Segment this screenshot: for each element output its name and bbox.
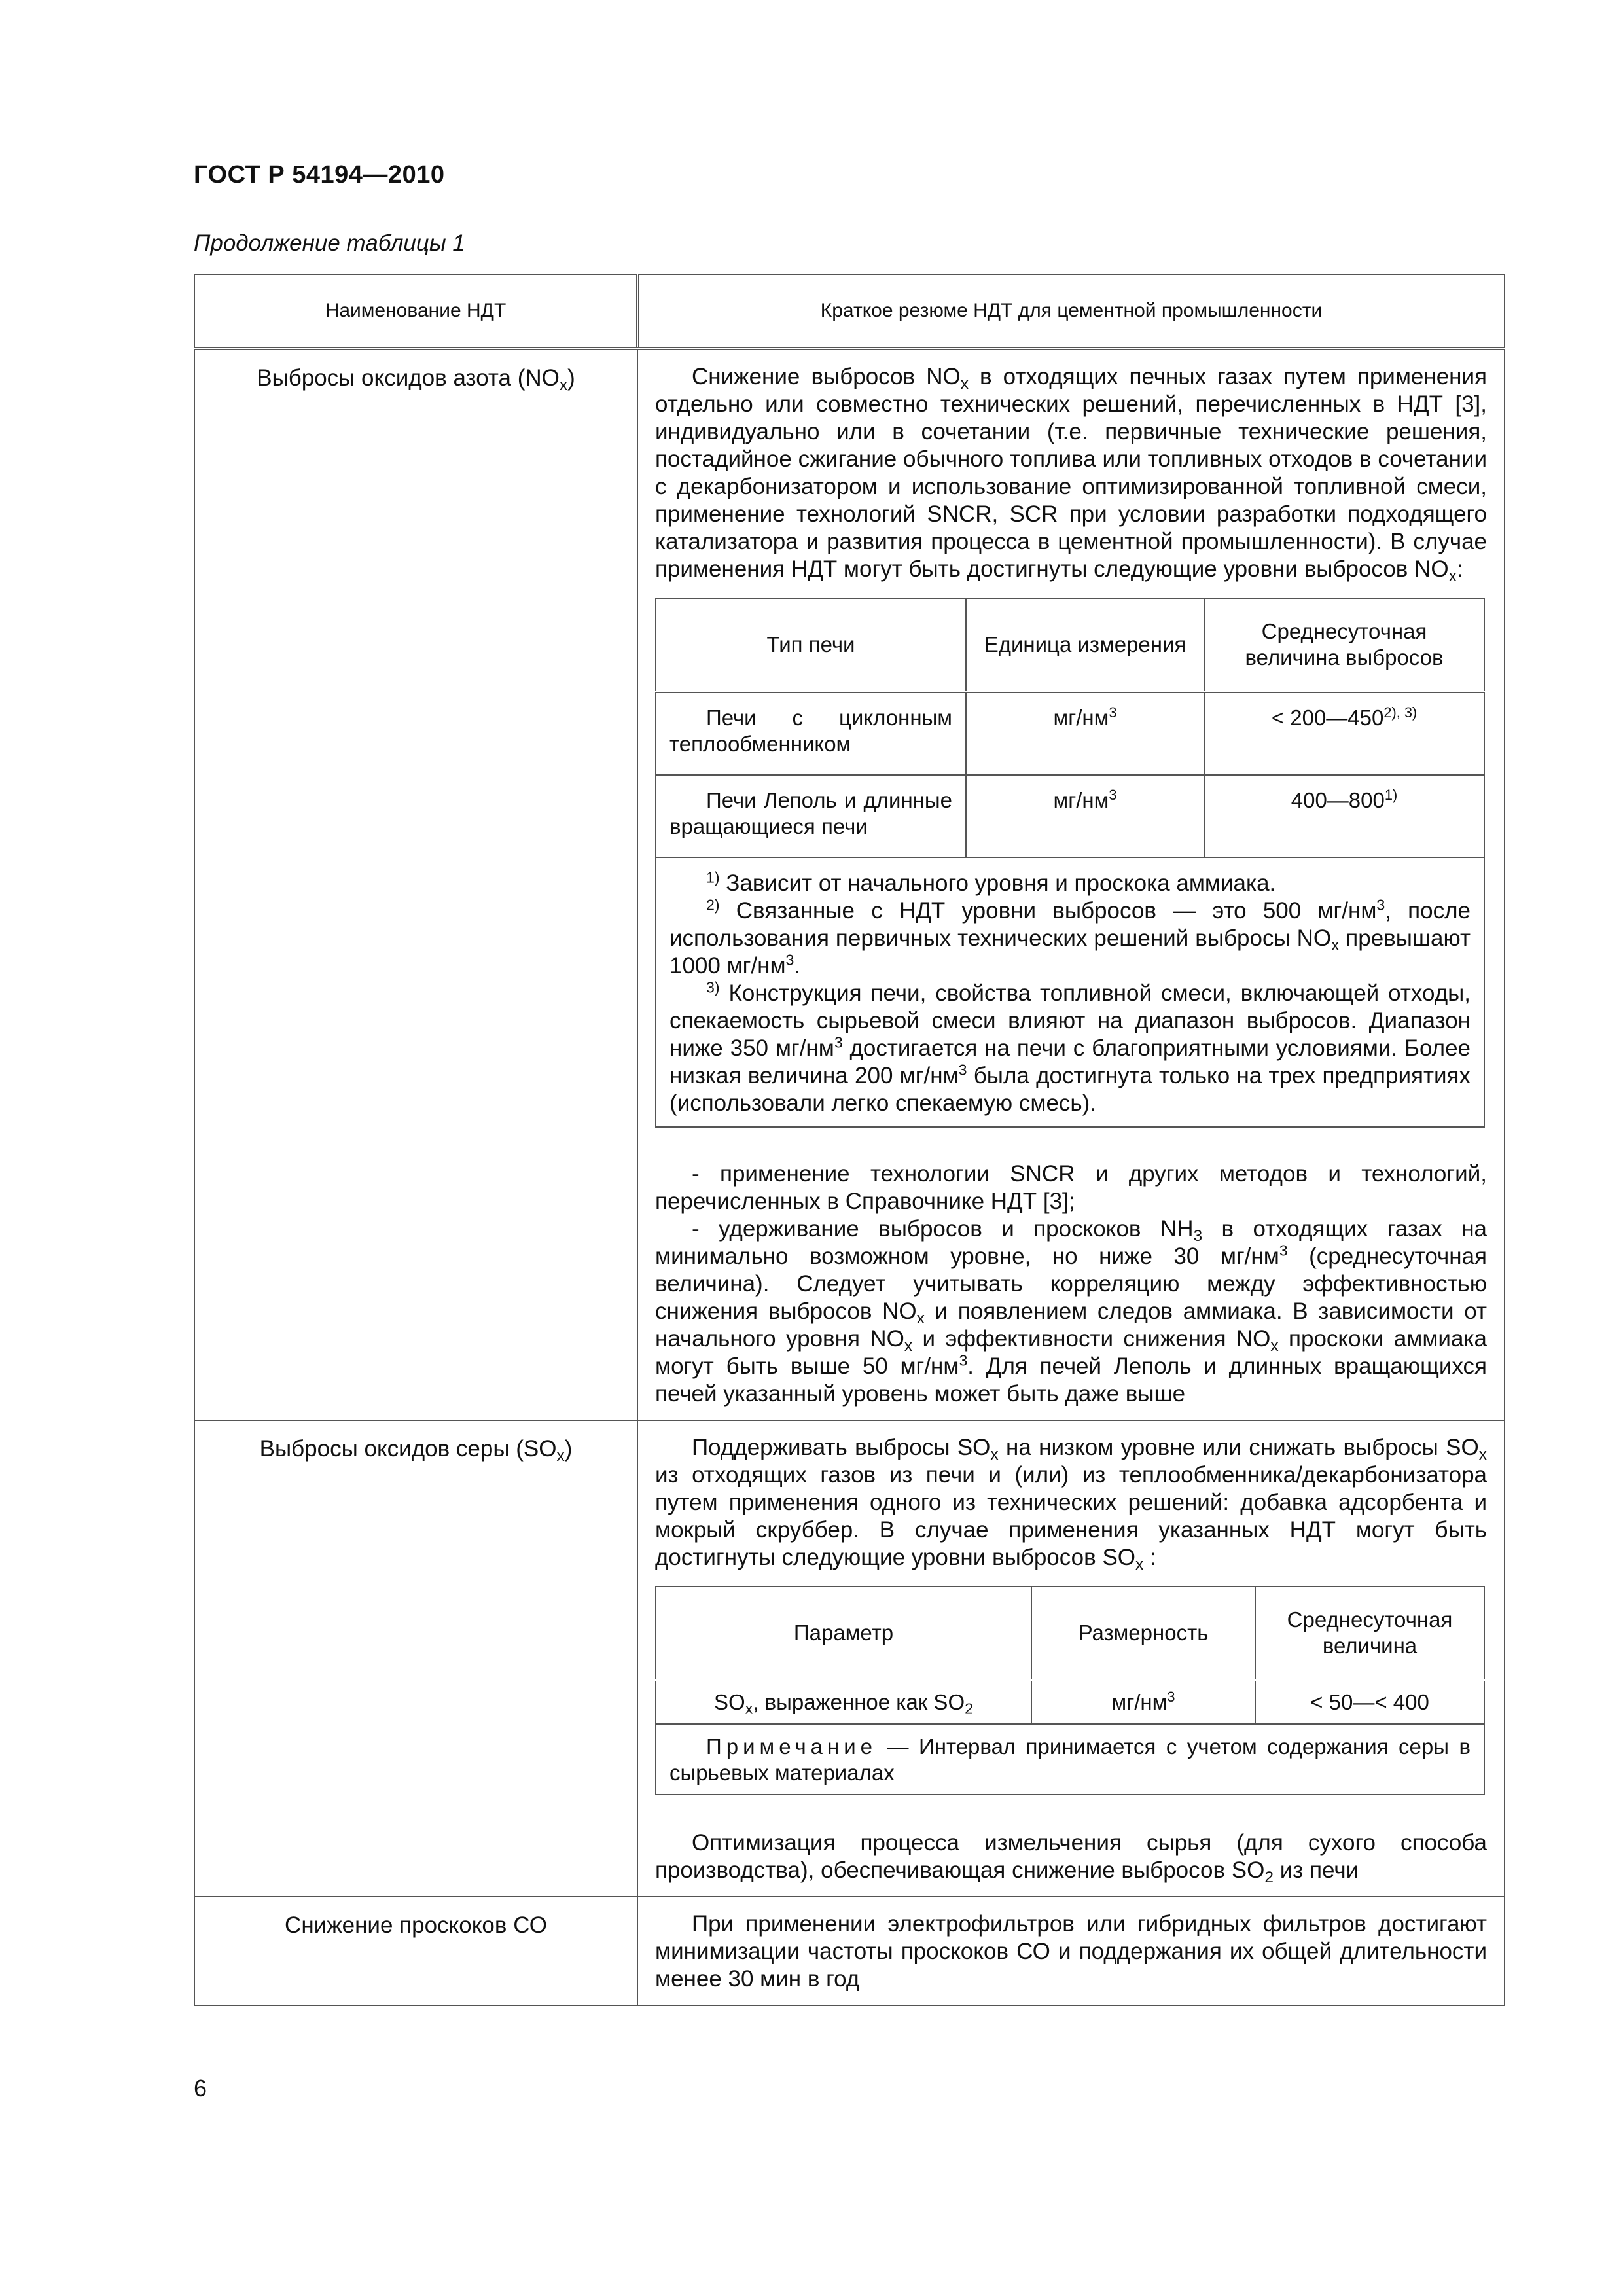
sox-parameter: $SO_x$, выраженное как $SO_2$	[656, 1680, 1031, 1724]
footnote-3: $^{3)}$ Конструкция печи, свойства топливной смеси, включающей отходы, спекаемость сырьевой смеси влияют на диапазон выбросов. Диапазон ниже 350 $мг/нм^3$ достигается на печи с благоприятными условиями. Более низкая величина 200 $мг/нм^3$ была достигнута только на трех предприятиях (использовали легко спекаемую смесь).	[669, 978, 1471, 1116]
sox-note: Примечание — Интервал принимается с учетом содержания серы в сырьевых материалах	[656, 1724, 1484, 1795]
sox-value: < 50—< 400	[1255, 1680, 1484, 1724]
bat-name-nox: Выбросы оксидов азота $(NO_x)$	[194, 349, 637, 1421]
table-row-sox	[194, 1420, 1505, 1897]
sox-grinding-optimization: Оптимизация процесса измельчения сырья (для сухого способа производства), обеспечивающая снижение выбросов $SO_2$ из печи	[655, 1830, 1487, 1886]
column-header-bat-name: Наименование НДТ	[194, 274, 637, 349]
nox-unit-lepol: $мг/нм^3$	[966, 775, 1204, 857]
table-header-row	[194, 274, 1505, 349]
bat-summary-nox	[637, 349, 1505, 1421]
bat-summary-co: При применении электрофильтров или гибридных фильтров достигают минимизации частоты проскоков СО и поддержания их общей длительности менее 30 мин в год	[637, 1897, 1505, 2005]
document-code: ГОСТ Р 54194—2010	[194, 161, 445, 188]
table-row-nox	[194, 349, 1505, 1421]
nox-unit-cyclone: $мг/нм^3$	[966, 692, 1204, 775]
table-row-co	[194, 1897, 1505, 2005]
sox-table-row	[656, 1680, 1484, 1724]
bat-name-sox: Выбросы оксидов серы $(SO_x)$	[194, 1420, 637, 1897]
bat-name-co: Снижение проскоков СО	[194, 1897, 637, 2005]
page-number: 6	[194, 2075, 207, 2102]
nox-value-lepol: 400—800$^{1)}$	[1204, 775, 1484, 857]
nox-footnotes	[656, 857, 1484, 1127]
sox-table-header-row	[656, 1587, 1484, 1680]
sox-col-dimension: Размерность	[1031, 1587, 1255, 1680]
sox-col-daily-average: Среднесуточная величина	[1255, 1587, 1484, 1680]
nox-value-cyclone: < $200—450^{2), 3)}$	[1204, 692, 1484, 775]
sox-emission-levels-table	[655, 1586, 1485, 1795]
nox-table-header-row	[656, 598, 1484, 692]
sox-col-parameter: Параметр	[656, 1587, 1031, 1680]
footnote-2: $^{2)}$ Связанные с НДТ уровни выбросов — это 500 $мг/нм^3$, после использования первичных технических решений выбросы $NO_x$ превышают 1000 $мг/нм^3$.	[669, 896, 1471, 978]
sox-unit: $мг/нм^3$	[1031, 1680, 1255, 1724]
nox-col-unit: Единица измерения	[966, 598, 1204, 692]
nox-table-row	[656, 692, 1484, 775]
column-header-bat-summary: Краткое резюме НДТ для цементной промышленности	[637, 274, 1505, 349]
table-continuation-label: Продолжение таблицы 1	[194, 230, 465, 256]
nox-table-row	[656, 775, 1484, 857]
nox-intro-paragraph: Снижение выбросов $NO_x$ в отходящих печных газах путем применения отдельно или совместно технических решений, перечисленных в НДТ [3], индивидуально или в сочетании (т.е. первичные технические решения, постадийное сжигание обычного топлива или топливных отходов в сочетании с декарбонизатором и использование оптимизированной топливной смеси, применение технологий SNCR, SCR при условии разработки подходящего катализатора и развития процесса в цементной промышленности). В случае применения НДТ могут быть достигнуты следующие уровни выбросов $NO_x$:	[655, 364, 1487, 585]
bat-summary-sox	[637, 1420, 1505, 1897]
footnote-1: $^{1)}$ Зависит от начального уровня и проскока аммиака.	[706, 869, 1276, 896]
sox-note-row	[656, 1724, 1484, 1795]
nox-col-kiln-type: Тип печи	[656, 598, 966, 692]
nox-kiln-type-cyclone: Печи с циклонным теплообменником	[656, 692, 966, 775]
nox-kiln-type-lepol: Печи Леполь и длинные вращающиеся печи	[656, 775, 966, 857]
note-label: Примечание	[706, 1734, 878, 1759]
nox-col-daily-average: Среднесуточная величина выбросов	[1204, 598, 1484, 692]
sox-intro-paragraph: Поддерживать выбросы $SO_x$ на низком уровне или снижать выбросы $SO_x$ из отходящих газов из печи и (или) из теплообменника/декарбонизатора путем применения одного из технических решений: добавка адсорбента и мокрый скруббер. В случае применения указанных НДТ могут быть достигнуты следующие уровни выбросов $SO_x$ :	[655, 1435, 1487, 1573]
nox-footnotes-row	[656, 857, 1484, 1127]
nox-measure-sncr: - применение технологии SNCR и других методов и технологий, перечисленных в Справочнике НДТ [3];	[655, 1161, 1487, 1214]
bat-summary-table	[194, 274, 1505, 2006]
nox-measure-nh3: - удерживание выбросов и проскоков $NH_3$ в отходящих газах на минимально возможном уровне, но ниже 30 $мг/нм^3$ (среднесуточная величина). Следует учитывать корреляцию между эффективностью снижения выбросов $NO_x$ и появлением следов аммиака. В зависимости от начального уровня $NO_x$ и эффективности снижения $NO_x$ проскоки аммиака могут быть выше 50 $мг/нм^3$. Для печей Леполь и длинных вращающихся печей указанный уровень может быть даже выше	[655, 1216, 1487, 1407]
nox-emission-levels-table	[655, 598, 1485, 1128]
